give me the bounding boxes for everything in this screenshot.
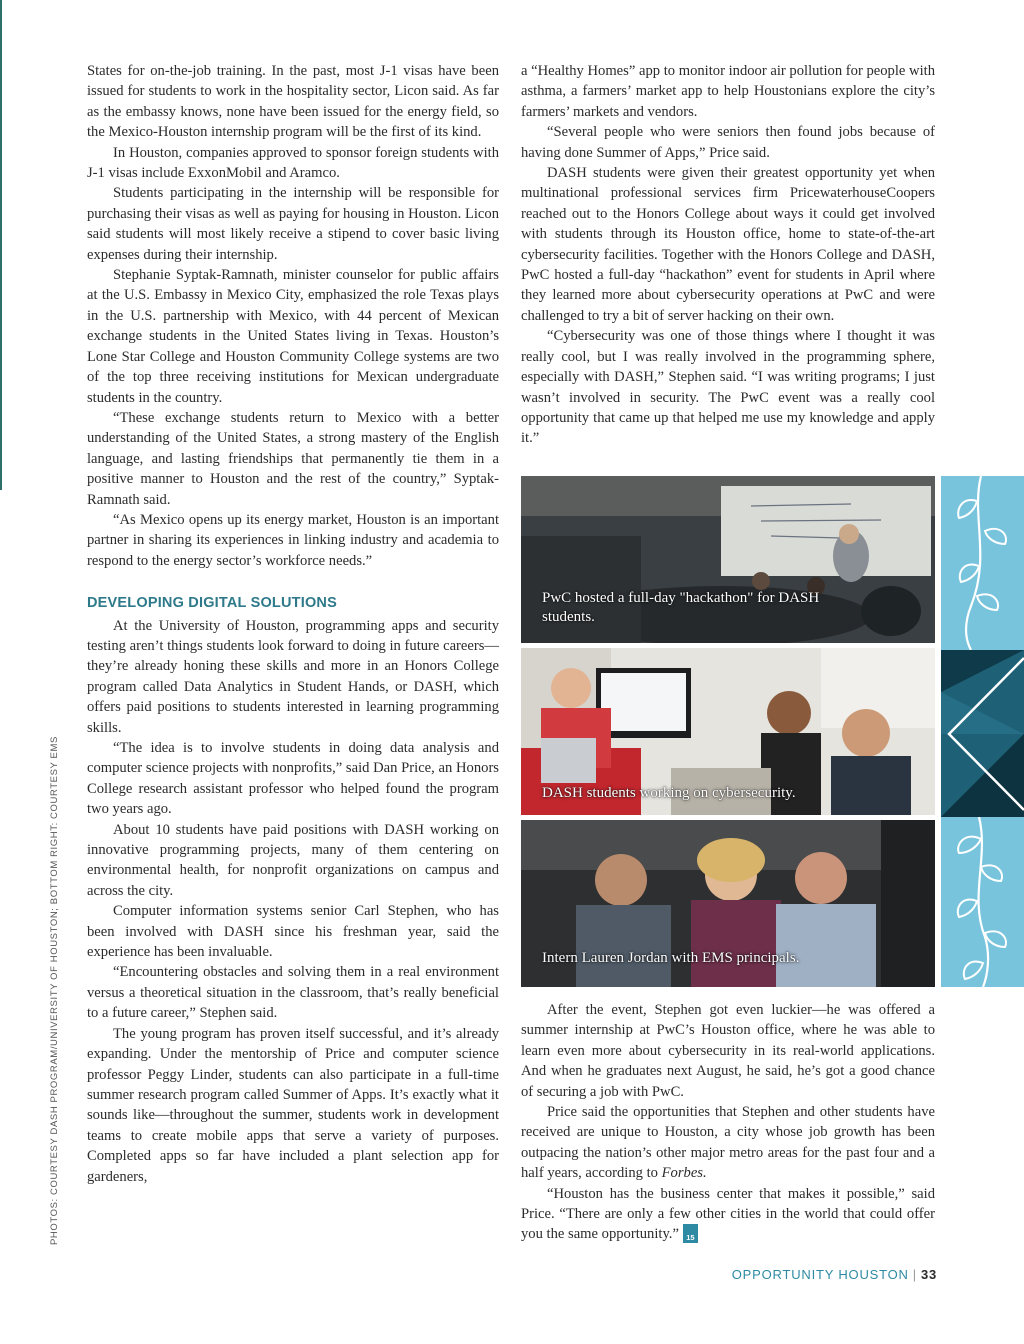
- cybersecurity-photo: [521, 648, 935, 815]
- paragraph: The young program has proven itself successful, and it’s already expanding. Under the mentorship of Price and computer science professor Peggy Linder, students can also participate in a full-time summer research program called Summer of Apps. It’s exactly what it sounds like—throughout the summer, students work in development teams to create mobile apps that serve a variety of purposes. Completed apps so far have included a plant selection app for gardeners,: [87, 1025, 499, 1185]
- decorative-vine-panel: [941, 476, 1024, 650]
- paragraph: At the University of Houston, programming apps and security testing aren’t things students look forward to doing in future careers—they’re already honing these skills and more in an Honors College program called Data Analytics in Student Hands, or DASH, which offers paid positions to students interested in learning programming skills.: [87, 617, 499, 736]
- paragraph: States for on-the-job training. In the past, most J-1 visas have been issued for students to work in the hospitality sector, Licon said. As far as the embassy knows, none have been issued for the energy field, so the Mexico-Houston internship program will be the first of its kind.: [87, 63, 499, 141]
- vine-icon: [941, 476, 1024, 650]
- section-heading: DEVELOPING DIGITAL SOLUTIONS: [87, 595, 337, 612]
- decorative-vine-panel: [941, 817, 1024, 987]
- decorative-geometric-panel: [941, 650, 1024, 817]
- photo-caption: DASH students working on cybersecurity.: [542, 785, 796, 801]
- paragraph: [521, 1102, 935, 1184]
- photo-caption: Intern Lauren Jordan with EMS principals.: [542, 950, 800, 966]
- end-mark-logo: [683, 1224, 718, 1243]
- paragraph: DASH students were given their greatest opportunity yet when multinational professional services firm PricewaterhouseCoopers reached out to the Honors College about ways it could get involved with students through its Houston office, home to state-of-the-art cybersecurity facilities. Together with the Honors College and DASH, PwC hosted a full-day “hackathon” event for students in April where they learned more about cybersecurity operations at PwC and were challenged to try a bit of server hacking on their own.: [521, 165, 935, 324]
- paragraph: “The idea is to involve students in doing data analysis and computer science projects with nonprofits,” said Dan Price, an Honors College research assistant professor who helped found the program two years ago.: [87, 740, 499, 818]
- paragraph: a “Healthy Homes” app to monitor indoor air pollution for people with asthma, a farmers’ market app to help Houstonians explore the city’s farmers’ markets and vendors.: [521, 63, 935, 120]
- paragraph: [521, 1184, 935, 1245]
- page-number: 33: [920, 1267, 937, 1282]
- paragraph: In Houston, companies approved to sponsor foreign students with J-1 visas include ExxonMobil and Aramco.: [87, 144, 499, 182]
- right-column-bottom: [521, 1000, 935, 1245]
- left-column: [87, 61, 499, 1187]
- ems-photo: [521, 820, 935, 987]
- paragraph: Computer information systems senior Carl Stephen, who has been involved with DASH since his freshman year, said the experience has been invaluable.: [87, 903, 499, 961]
- footer-separator: |: [912, 1267, 917, 1282]
- vine-icon: [941, 817, 1024, 987]
- left-edge-rule: [0, 0, 2, 490]
- paragraph-text: “Houston has the business center that makes it possible,” said Price. “There are only a few other cities in the world that could offer you the same opportunity.”: [521, 1185, 935, 1243]
- photo-caption: PwC hosted a full-day "hackathon" for DASH students.: [542, 590, 820, 625]
- paragraph: About 10 students have paid positions with DASH working on innovative programming projects, many of them centering on environmental health, for nonprofit organizations on campus and across the city.: [87, 821, 499, 899]
- end-mark-bottom: 15: [686, 1233, 695, 1243]
- photo-credit: PHOTOS: COURTESY DASH PROGRAM/UNIVERSITY OF HOUSTON; BOTTOM RIGHT: COURTESY EMS: [49, 736, 60, 1245]
- right-column-top: [521, 61, 935, 449]
- paragraph: “Encountering obstacles and solving them in a real environment versus a theoretical situation in the classroom, that’s really beneficial to a future career,” Stephen said.: [87, 964, 499, 1022]
- paragraph-text: Price said the opportunities that Stephen and other students have received are unique to Houston, a city whose job growth has been outpacing the nation’s other major metro areas for the past four and a half years, according to: [521, 1104, 935, 1182]
- publication-name: OPPORTUNITY HOUSTON: [731, 1267, 909, 1282]
- paragraph: Stephanie Syptak-Ramnath, minister counselor for public affairs at the U.S. Embassy in Mexico City, emphasized the role Texas plays in the U.S. partnership with Mexico, with 44 percent of Mexican exchange students in the United States living in Texas. Houston’s Lone Star College and Houston Community College systems are two of the top three receiving institutions for Mexican undergraduate students in the country.: [87, 267, 499, 406]
- page-footer: [732, 1267, 937, 1282]
- forbes-citation: Forbes.: [661, 1165, 707, 1182]
- hackathon-photo: [521, 476, 935, 643]
- paragraph: “Several people who were seniors then found jobs because of having done Summer of Apps,” Price said.: [521, 124, 935, 161]
- paragraph: Students participating in the internship will be responsible for purchasing their visas as well as paying for housing in Houston. Licon said students will most likely receive a stipend to cover basic living expenses during their internship.: [87, 185, 499, 263]
- end-mark-top: 20: [708, 1224, 718, 1234]
- geometric-triangles-icon: [941, 650, 1024, 817]
- paragraph: “These exchange students return to Mexico with a better understanding of the United States, a strong mastery of the English language, and lasting friendships that permanently tie them in a positive manner to Houston and the rest of the country,” Syptak-Ramnath said.: [87, 409, 499, 508]
- paragraph: “Cybersecurity was one of those things where I thought it was really cool, but I was really involved in the programming sphere, especially with DASH,” Stephen said. “I was writing programs; I just wasn’t involved in security. The PwC event was a really cool opportunity that came up that helped me use my knowledge and apply it.”: [521, 328, 935, 447]
- paragraph: After the event, Stephen got even luckier—he was offered a summer internship at PwC’s Houston office, where he was able to learn even more about cybersecurity in its real-world applications. And when he graduates next August, he said, he’s got a good chance of securing a job with PwC.: [521, 1002, 935, 1100]
- paragraph: “As Mexico opens up its energy market, Houston is an important partner in sharing its experiences in linking industry and academia to respond to the energy sector’s workforce needs.”: [87, 511, 499, 569]
